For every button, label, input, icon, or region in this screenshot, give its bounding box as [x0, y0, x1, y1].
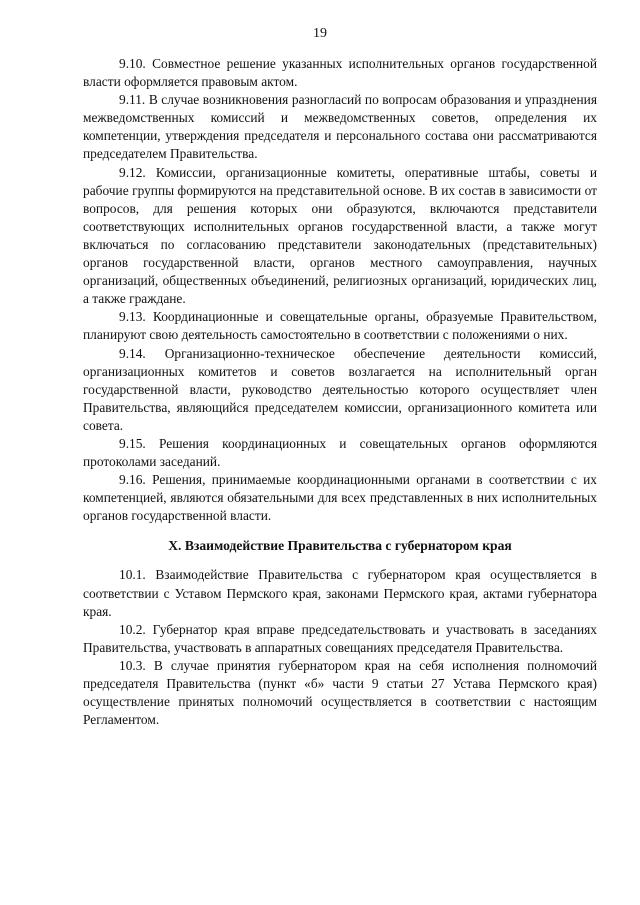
paragraph-10-3: 10.3. В случае принятия губернатором края на себя исполнения полномочий председателя Правительства (пункт «б» части 9 статьи 27 Устава Пермского края) осуществление принятых полномочий осуществляется в соответствии с настоящим Регламентом. [83, 657, 597, 728]
paragraph-9-12: 9.12. Комиссии, организационные комитеты, оперативные штабы, советы и рабочие группы формируются на представительной основе. В их состав в зависимости от вопросов, для решения которых они образуются, включаются представители соответствующих исполнительных органов государственной власти, а также могут включаться по согласованию представители законодательных (представительных) органов государственной власти, органов местного самоуправления, научных организаций, общественных объединений, религиозных организаций, юридических лиц, а также граждане. [83, 164, 597, 307]
paragraph-10-2: 10.2. Губернатор края вправе председательствовать и участвовать в заседаниях Правительства, участвовать в аппаратных совещаниях председателя Правительства. [83, 621, 597, 655]
page-number: 19 [313, 26, 327, 41]
paragraph-9-15: 9.15. Решения координационных и совещательных органов оформляются протоколами заседаний. [83, 435, 597, 470]
paragraph-9-11: 9.11. В случае возникновения разногласий по вопросам образования и упразднения межведомственных комиссий и межведомственных советов, определения их компетенции, утверждения председателя и персонального состава они рассматриваются председателем Правительства. [83, 92, 597, 162]
paragraph-9-14: 9.14. Организационно-техническое обеспечение деятельности комиссий, организационных комитетов и советов возлагается на исполнительный орган государственной власти, руководство деятельностью которого осуществляет член Правительства, являющийся председателем комиссии, организационного комитета или совета. [83, 345, 597, 433]
paragraph-10-1: 10.1. Взаимодействие Правительства с губернатором края осуществляется в соответствии с Уставом Пермского края, законами Пермского края, актами губернатора края. [83, 567, 597, 619]
document-body [83, 55, 597, 729]
section-heading: X. Взаимодействие Правительства с губернатором края [168, 538, 512, 554]
paragraph-9-16: 9.16. Решения, принимаемые координационными органами в соответствии с их компетенцией, являются обязательными для всех представленных в них исполнительных органов государственной власти. [83, 472, 597, 524]
paragraph-9-13: 9.13. Координационные и совещательные органы, образуемые Правительством, планируют свою деятельность самостоятельно в соответствии с положениями о них. [83, 309, 597, 343]
paragraph-9-10: 9.10. Совместное решение указанных исполнительных органов государственной власти оформляется правовым актом. [83, 56, 597, 90]
